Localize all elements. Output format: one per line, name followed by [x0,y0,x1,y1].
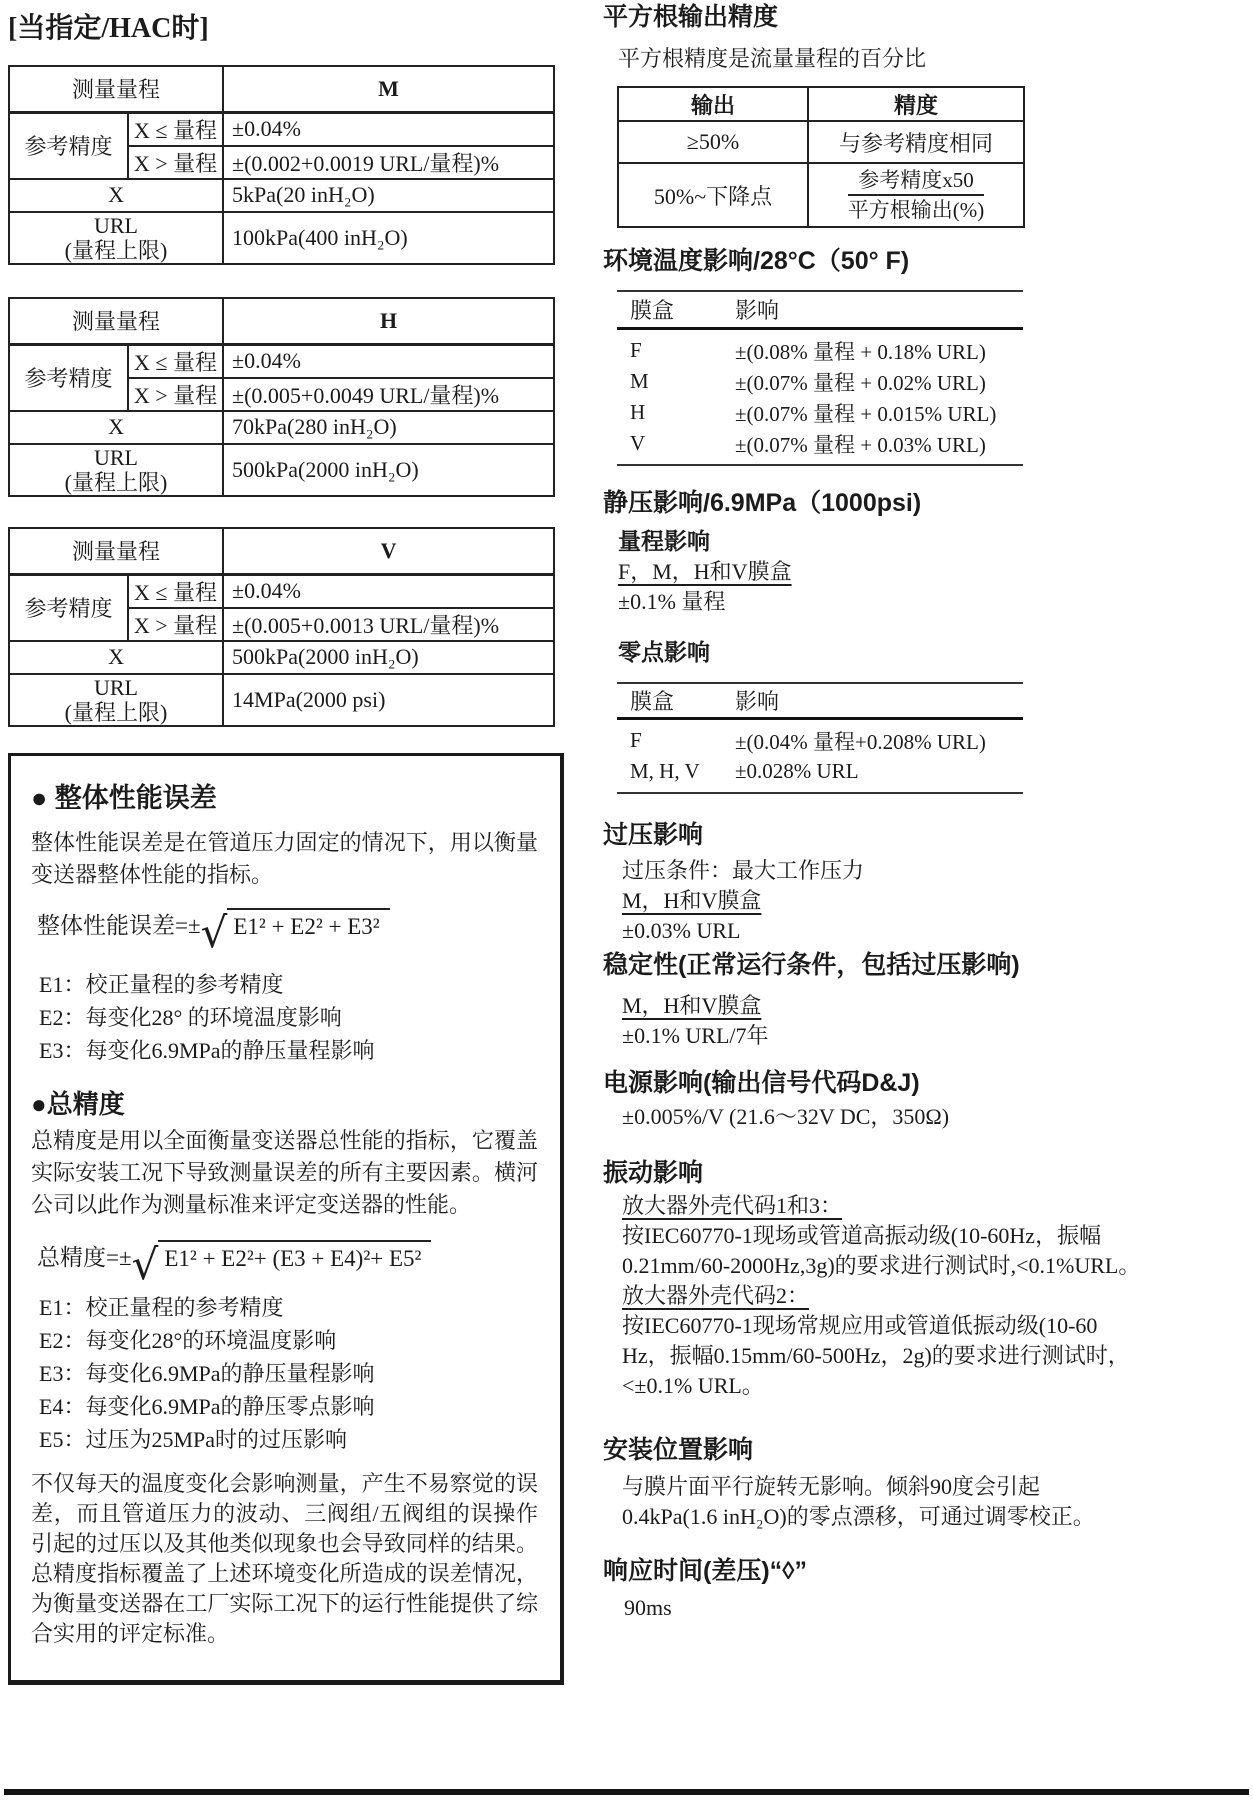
overpressure-capsules: M，H和V膜盒 [622,888,762,913]
ref-accuracy-label: 参考精度 [9,574,128,641]
temperature-section-heading: 环境温度影响/28°C（50° F) [603,247,910,275]
fraction-numerator: 参考精度x50 [848,167,984,196]
vibration-case2-line: 按IEC60770-1现场常规应用或管道低振动级(10-60 [622,1313,1098,1338]
col-header-effect: 影响 [735,298,780,323]
vibration-heading: 振动影响 [603,1159,704,1187]
output-cell: ≥50% [618,121,808,163]
mounting-line: 0.4kPa(1.6 inH₂O)的零点漂移，可通过调零校正。 [622,1504,1095,1529]
overall-performance-paragraph: 整体性能误差是在管道压力固定的情况下，用以衡量变送器整体性能的指标。 [31,830,538,887]
overpressure-value: ±0.03% URL [622,918,741,943]
condition-low: X ≤ 量程 [128,112,223,146]
zero-effect-section [600,638,1253,794]
sqrt-symbol: √ [131,1240,159,1289]
e-def-line: E1：校正量程的参考精度 [39,972,284,997]
accuracy-cell: 与参考精度相同 [808,121,1024,163]
x-label: X [9,179,223,212]
x-label: X [9,641,223,674]
condition-high: X > 量程 [128,146,223,179]
vibration-case13-line: 按IEC60770-1现场或管道高振动级(10-60Hz，振幅 [622,1223,1102,1248]
response-time-heading: 响应时间(差压)“◊” [603,1557,808,1585]
sqrt-symbol: √ [200,908,228,957]
zero-effect-subheading: 零点影响 [618,639,710,665]
amplifier-case-1-3-label: 放大器外壳代码1和3： [622,1193,843,1218]
url-value: 500kPa(2000 inH₂O) [223,444,554,496]
table-header-span: 测量量程 [9,298,223,344]
e-definitions-2 [31,1291,538,1456]
overpressure-heading: 过压影响 [603,821,704,849]
mounting-position-heading: 安装位置影响 [603,1436,754,1464]
power-supply-value: ±0.005%/V (21.6～32V DC，350Ω) [622,1104,950,1129]
sqrt-section-heading: 平方根输出精度 [603,3,779,31]
response-time-value: 90ms [624,1595,672,1620]
total-accuracy-paragraph: 总精度是用以全面衡量变送器总性能的指标，它覆盖实际安装工况下导致测量误差的所有主要因素。横河公司以此作为测量标准来评定变送器的性能。 [31,1128,538,1217]
e-def-line: E5：过压为25MPa时的过压影响 [39,1427,348,1452]
table-header-capsule: V [223,528,554,574]
mounting-line: 与膜片面平行旋转无影响。倾斜90度会引起 [622,1474,1041,1499]
accuracy-fraction-cell [808,163,1024,227]
span-effect-value: ±0.1% 量程 [618,589,726,614]
value-low: ±0.04% [223,112,554,146]
e-def-line: E1：校正量程的参考精度 [39,1295,284,1320]
table-header-capsule: M [223,66,554,112]
overall-performance-heading: ● 整体性能误差 [31,783,217,813]
power-supply-section [600,1068,1253,1132]
temperature-effect-table [617,290,1023,466]
value-high: ±(0.002+0.0019 URL/量程)% [223,146,554,179]
right-column [600,0,1253,1809]
fraction [848,164,984,226]
col-header-effect: 影响 [735,689,780,714]
e-def-line: E3：每变化6.9MPa的静压量程影响 [39,1038,375,1063]
sqrt-accuracy-table [617,86,1025,228]
table-row: F ±(0.08% 量程 + 0.18% URL) [630,338,986,364]
static-pressure-section [600,488,1253,617]
mounting-position-section [600,1435,1253,1532]
e-def-line: E2：每变化28° 的环境温度影响 [39,1005,342,1030]
table-header-row [617,292,1023,330]
table-header-span: 测量量程 [9,66,223,112]
stability-section [600,950,1253,1051]
table-row: V ±(0.07% 量程 + 0.03% URL) [630,431,986,457]
table-header-capsule: H [223,298,554,344]
condition-low: X ≤ 量程 [128,344,223,378]
table-row: H ±(0.07% 量程 + 0.015% URL) [630,400,997,426]
condition-high: X > 量程 [128,608,223,641]
temperature-effect-section [600,246,1253,466]
power-supply-heading: 电源影响(输出信号代码D&J) [603,1069,920,1097]
condition-high: X > 量程 [128,378,223,411]
ref-accuracy-label: 参考精度 [9,344,128,411]
spec-table-h [8,297,555,497]
output-cell: 50%~下降点 [618,163,808,227]
value-high: ±(0.005+0.0013 URL/量程)% [223,608,554,641]
table-header-row [617,684,1023,720]
table-row: F ±(0.04% 量程+0.208% URL) [630,728,986,754]
zero-effect-table [617,682,1023,794]
total-accuracy-heading: ●总精度 [31,1089,125,1119]
static-pressure-heading: 静压影响/6.9MPa（1000psi) [603,489,922,517]
table-row: M, H, V ±0.028% URL [630,759,859,783]
span-effect-capsules: F，M，H和V膜盒 [618,559,792,584]
stability-capsules: M，H和V膜盒 [622,993,762,1018]
stability-heading: 稳定性(正常运行条件，包括过压影响) [603,951,1020,979]
total-accuracy-closing-paragraph: 不仅每天的温度变化会影响测量，产生不易察觉的误差，而且管道压力的波动、三阀组/五阀组的误操作引起的过压以及其他类似现象也会导致同样的结果。总精度指标覆盖了上述环境变化所造成的误差情况，为衡量变送器在工厂实际工况下的运行性能提供了综合实用的评定标准。 [31,1471,538,1646]
span-effect-subheading: 量程影响 [618,528,710,554]
response-time-section [600,1556,1253,1623]
overall-performance-formula: 整体性能误差=± √ E1² + E2² + E3² [37,907,538,944]
total-accuracy-formula: 总精度=± √ E1² + E2²+ (E3 + E4)²+ E5² [37,1239,538,1276]
url-value: 100kPa(400 inH₂O) [223,212,554,264]
sqrt-output-accuracy-section [600,2,1253,228]
vibration-section [600,1158,1253,1401]
amplifier-case-2-label: 放大器外壳代码2： [622,1283,810,1308]
url-label: URL (量程上限) [9,444,223,496]
value-low: ±0.04% [223,574,554,608]
value-low: ±0.04% [223,344,554,378]
table-row: M ±(0.07% 量程 + 0.02% URL) [630,369,986,395]
overpressure-condition: 过压条件：最大工作压力 [622,858,865,883]
e-def-line: E3：每变化6.9MPa的静压量程影响 [39,1361,375,1386]
col-header-output: 输出 [618,87,808,121]
fraction-denominator: 平方根输出(%) [847,198,985,222]
performance-box [8,753,564,1685]
vibration-case2-line: <±0.1% URL。 [622,1373,764,1398]
x-value: 70kPa(280 inH₂O) [223,411,554,444]
page-bottom-rule [4,1789,1249,1795]
col-header-capsule: 膜盒 [630,298,675,323]
vibration-case13-line: 0.21mm/60-2000Hz,3g)的要求进行测试时,<0.1%URL。 [622,1253,1141,1278]
spec-table-v [8,527,555,727]
value-high: ±(0.005+0.0049 URL/量程)% [223,378,554,411]
ref-accuracy-label: 参考精度 [9,112,128,179]
table-header-span: 测量量程 [9,528,223,574]
x-value: 500kPa(2000 inH₂O) [223,641,554,674]
col-header-accuracy: 精度 [808,87,1024,121]
stability-value: ±0.1% URL/7年 [622,1023,769,1048]
spec-table-m [8,65,555,265]
sqrt-section-subtitle: 平方根精度是流量量程的百分比 [618,46,927,71]
condition-low: X ≤ 量程 [128,574,223,608]
x-value: 5kPa(20 inH₂O) [223,179,554,212]
url-value: 14MPa(2000 psi) [223,674,554,726]
e-def-line: E4：每变化6.9MPa的静压零点影响 [39,1394,375,1419]
overpressure-section [600,820,1253,946]
e-def-line: E2：每变化28°的环境温度影响 [39,1328,337,1353]
x-label: X [9,411,223,444]
left-section-title: [当指定/HAC时] [8,13,209,44]
url-label: URL (量程上限) [9,212,223,264]
vibration-case2-line: Hz，振幅0.15mm/60-500Hz，2g)的要求进行测试时， [622,1343,1130,1368]
url-label: URL (量程上限) [9,674,223,726]
e-definitions-1 [31,968,538,1067]
col-header-capsule: 膜盒 [630,689,675,714]
